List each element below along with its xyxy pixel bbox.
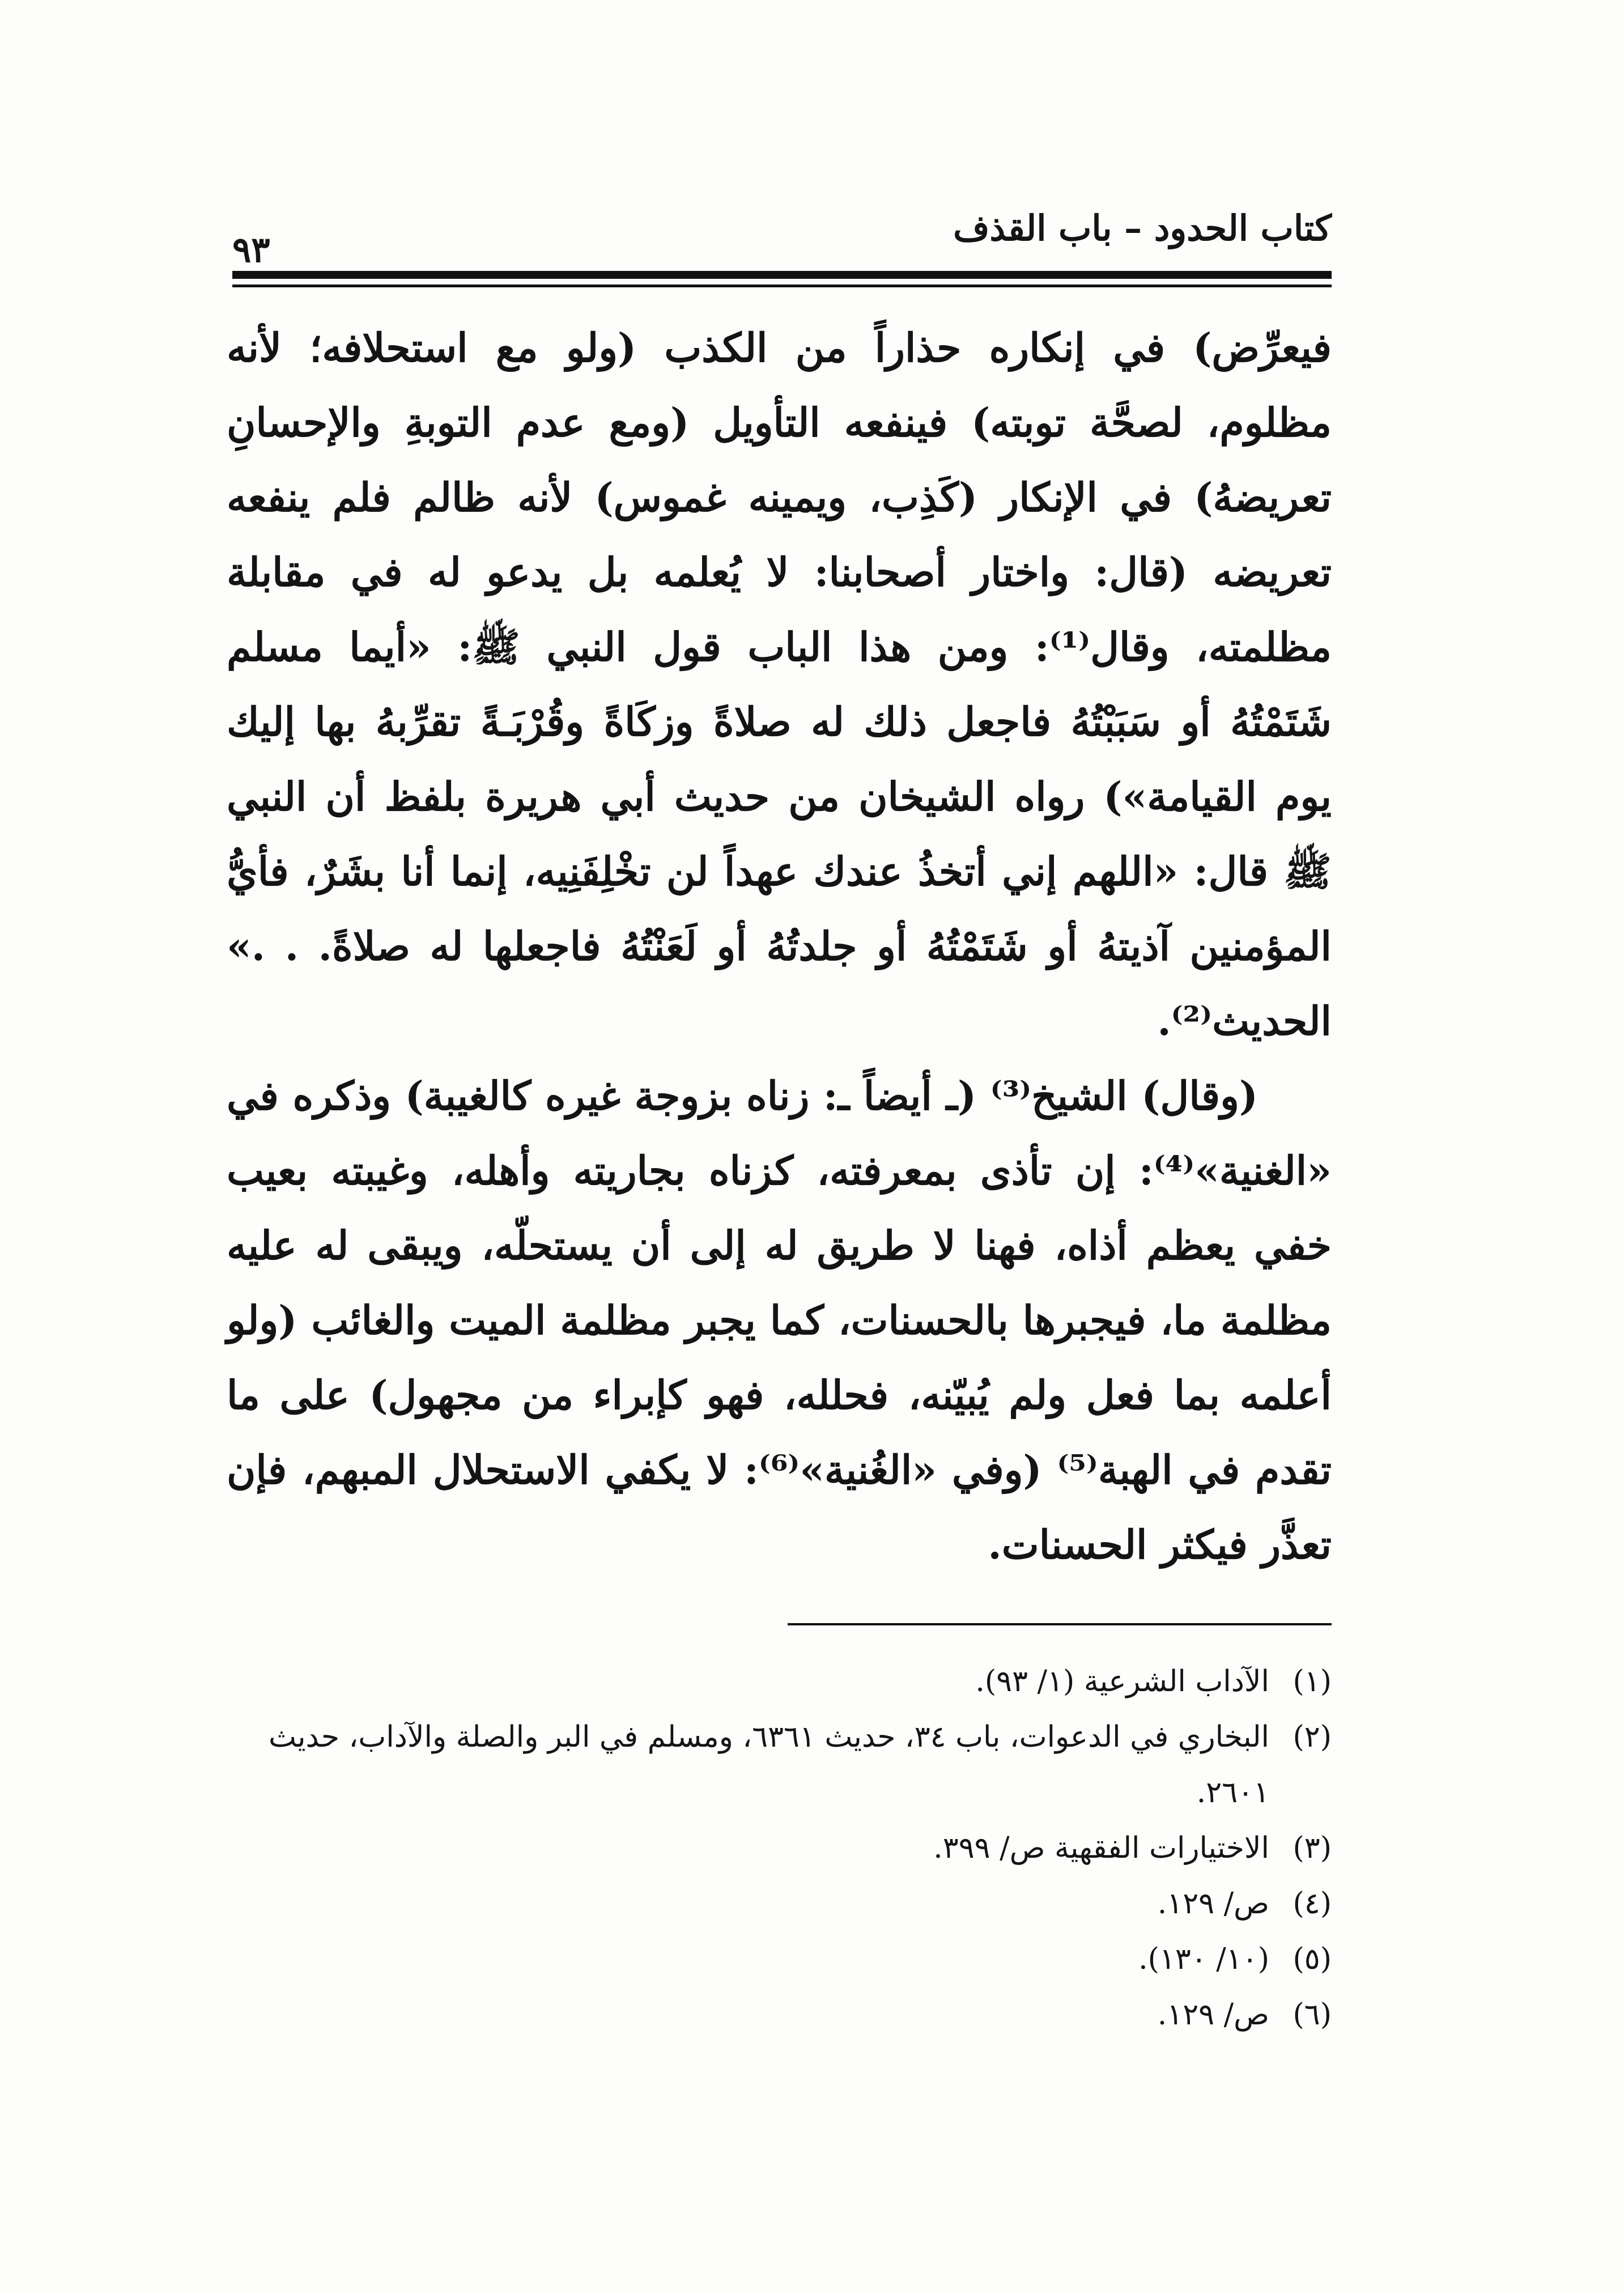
footnote-number: (١) (1293, 1664, 1332, 1698)
page-number: ٩٣ (232, 229, 270, 270)
footnote-number: (٤) (1293, 1887, 1332, 1921)
running-title: كتاب الحدود – باب القذف (953, 207, 1332, 249)
footnote-number: (٣) (1293, 1831, 1332, 1865)
footnote-text: الآداب الشرعية (١/ ٩٣). (975, 1664, 1269, 1698)
footnote-separator (788, 1623, 1332, 1625)
footnote-number: (٢) (1293, 1720, 1332, 1754)
footnote (227, 1987, 1332, 2043)
footnotes (227, 1654, 1332, 2043)
footnote-text: البخاري في الدعوات، باب ٣٤، حديث ٦٣٦١، ومسلم في البر والصلة والآداب، حديث ٢٦٠١. (269, 1720, 1269, 1810)
footnote-text: (١٠/ ١٣٠). (1138, 1942, 1269, 1976)
header-rule-thick (232, 271, 1332, 279)
footnote (227, 1820, 1332, 1876)
footnote-text: الاختيارات الفقهية ص/ ٣٩٩. (933, 1831, 1269, 1865)
footnote-number: (٥) (1293, 1942, 1332, 1976)
paragraph: (وقال) الشيخ⁽³⁾ (ـ أيضاً ـ: زناه بزوجة غيره كالغيبة) وذكره في «الغنية»⁽⁴⁾: إن تأذى بمعرفته، كزناه بجاريته وأهله، وغيبته بعيب خفي يعظم أذاه، فهنا لا طريق له إلى أن يستحلّه، ويبقى له عليه مظلمة ما، فيجبرها بالحسنات، كما يجبر مظلمة الميت والغائب (ولو أعلمه بما فعل ولم يُبيّنه، فحلله، فهو كإبراء من مجهول) على ما تقدم في الهبة⁽⁵⁾ (وفي «الغُنية»⁽⁶⁾: لا يكفي الاستحلال المبهم، فإن تعذَّر فيكثر الحسنات. (227, 1072, 1332, 1568)
footnote-text: ص/ ١٢٩. (1157, 1887, 1269, 1921)
footnote (227, 1876, 1332, 1931)
header-rule-thin (232, 284, 1332, 287)
paragraph: فيعرِّض) في إنكاره حذاراً من الكذب (ولو مع استحلافه؛ لأنه مظلوم، لصحَّة توبته) فينفعه التأويل (ومع عدم التوبةِ والإحسانِ تعريضهُ) في الإنكار (كَذِب، ويمينه غموس) لأنه ظالم فلم ينفعه تعريضه (قال: واختار أصحابنا: لا يُعلمه بل يدعو له في مقابلة مظلمته، وقال⁽¹⁾: ومن هذا الباب قول النبي ﷺ: «أيما مسلم شَتَمْتُهُ أو سَبَبْتُهُ فاجعل ذلك له صلاةً وزكَاةً وقُرْبَـةً تقرِّبهُ بها إليك يوم القيامة») رواه الشيخان من حديث أبي هريرة بلفظ أن النبي ﷺ قال: «اللهم إني أتخذُ عندك عهداً لن تخْلِفَنِيه، إنما أنا بشَرٌ، فأيُّ المؤمنين آذيتهُ أو شَتَمْتُهُ أو جلدتُهُ أو لَعَنْتُهُ فاجعلها له صلاةً. . .» الحديث⁽²⁾. (227, 324, 1332, 1044)
page-header (232, 204, 1332, 272)
footnote (227, 1654, 1332, 1709)
footnote-number: (٦) (1293, 1998, 1332, 2032)
main-text (227, 311, 1332, 1582)
footnote (227, 1709, 1332, 1820)
footnote (227, 1931, 1332, 1987)
footnote-text: ص/ ١٢٩. (1157, 1998, 1269, 2032)
